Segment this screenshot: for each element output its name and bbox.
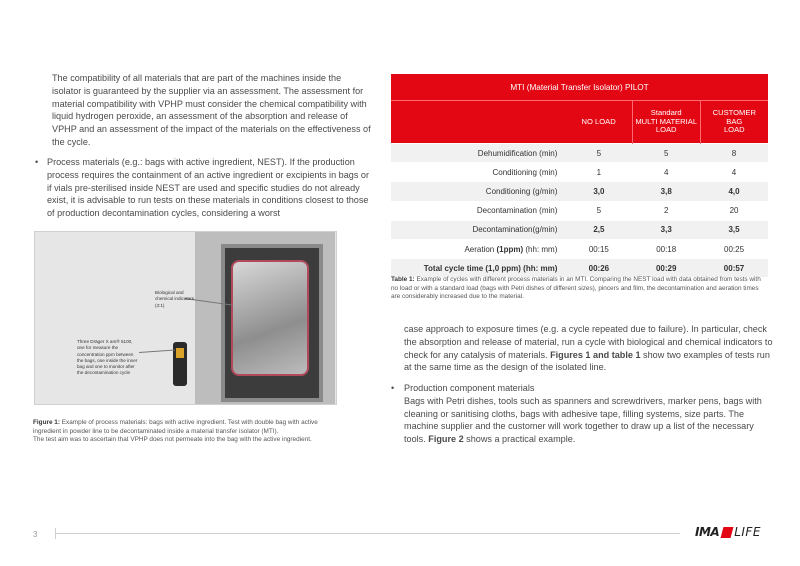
cell-value: 00:29 xyxy=(632,259,700,278)
table-header-empty xyxy=(391,101,565,144)
worst-case-bold: Figures 1 and table 1 xyxy=(550,349,641,360)
production-materials-bullet xyxy=(391,382,774,446)
cell-value: 3,5 xyxy=(700,220,768,239)
table-row xyxy=(391,163,768,182)
cell-value: 3,3 xyxy=(632,220,700,239)
row-label: Decontamination (min) xyxy=(391,201,565,220)
table-row xyxy=(391,239,768,258)
header-standard-line2: MULTI MATERIAL xyxy=(635,116,698,126)
drager-label: Three Dräger X am® 5100, one for measure the concentration ppm between the bags, one inside the inner bag and one to monitor after the decontamination cycle xyxy=(77,339,138,376)
table-1-caption xyxy=(391,276,769,302)
figure-1-caption-lead: Figure 1: xyxy=(33,419,60,426)
drager-screen xyxy=(176,348,184,358)
drager-pointer-line xyxy=(139,349,175,353)
bullet-marker: • xyxy=(391,383,395,393)
cell-value: 5 xyxy=(565,144,632,163)
header-customer-line1: CUSTOMER xyxy=(712,108,756,118)
footer-divider xyxy=(55,533,680,534)
cell-value: 00:26 xyxy=(565,259,632,278)
figure-1-caption xyxy=(33,419,343,445)
row-label: Conditioning (min) xyxy=(391,163,565,182)
cell-value: 5 xyxy=(632,144,700,163)
table-row xyxy=(391,182,768,201)
table-1-caption-lead: Table 1: xyxy=(391,276,415,283)
mti-cycle-table xyxy=(391,74,768,277)
cell-value: 00:15 xyxy=(565,239,632,258)
cell-value: 00:18 xyxy=(632,239,700,258)
figure-1-photo xyxy=(34,231,337,405)
row-label: Total cycle time (1,0 ppm) (hh: mm) xyxy=(391,259,565,278)
figure-1-caption-text: Example of process materials: bags with active ingredient. Test with double bag with active ingredient in powder line to be decontaminated inside a material transfer isolator (MTI). xyxy=(33,419,318,435)
process-materials-text: Process materials (e.g.: bags with active ingredient, NEST). If the production process requires the containment of an active ingredient or excipients in bags or if vials pre-sterilised inside NEST are used and specific studies do not already exist, it is advisable to run tests on these materials in conditions closest to those of production decontamination cycles, considering a worst xyxy=(47,157,369,219)
cell-value: 5 xyxy=(565,201,632,220)
logo-mark-icon xyxy=(721,527,734,538)
indicators-label: Biological and chemical indicators (3:1) xyxy=(155,290,195,308)
drager-device-icon xyxy=(173,342,187,386)
page-number: 3 xyxy=(33,530,38,539)
aeration-label-bold: (1ppm) xyxy=(496,244,524,254)
production-materials-text-1: Bags with Petri dishes, tools such as spanners and screwdrivers, marker pens, bags with cleaning or sanitising cloths, bags with adhesive tape, filling systems, size parts. The machine supplier and the customer will work together to draw up a list of the necessary tools. xyxy=(404,395,762,445)
production-materials-bold: Figure 2 xyxy=(428,434,464,445)
row-label: Decontamination(g/min) xyxy=(391,220,565,239)
bullet-marker: • xyxy=(35,157,39,167)
worst-case-text-2: show two examples of tests run at the same time as the design of the isolated line. xyxy=(404,349,770,373)
header-customer-bag-load xyxy=(700,101,768,144)
intro-paragraph: The compatibility of all materials that are part of the machines inside the isolator is guaranteed by the supplier via an assessment. The assessment for material compatibility with VPHP must consider the chemical compatibility with liquid hydrogen peroxide, an assessment of the absorption and release of VPHP and an assessment of the impact of the materials on the effectiveness of the cycle. xyxy=(52,73,371,147)
header-customer-line3: LOAD xyxy=(723,125,745,135)
cell-value: 3,0 xyxy=(565,182,632,201)
active-ingredient-bag xyxy=(231,260,309,376)
row-label xyxy=(391,239,565,258)
table-row-total xyxy=(391,259,768,278)
production-materials-body xyxy=(404,382,774,446)
process-materials-bullet xyxy=(35,156,375,220)
aeration-label-post: (hh: mm) xyxy=(523,244,558,254)
cell-value: 4,0 xyxy=(700,182,768,201)
cell-value: 20 xyxy=(700,201,768,220)
row-label: Conditioning (g/min) xyxy=(391,182,565,201)
aeration-label-pre: Aeration xyxy=(464,244,497,254)
cell-value: 00:25 xyxy=(700,239,768,258)
cell-value: 00:57 xyxy=(700,259,768,278)
worst-case-text-1: case approach to exposure times (e.g. a cycle repeated due to failure). In particular, check the absorption and release of material, run a cycle with biological and chemical indicators to check for any catalysis of materials. xyxy=(404,324,773,360)
table-1-caption-text: Example of cycles with different process materials in an MTI. Comparing the NEST load with data obtained from tests with no load or with a standard load (bags with Petri dishes of different sizes), pincers and film, the decontamination and aeration times are considerably increased due to the material. xyxy=(391,276,761,301)
cell-value: 1 xyxy=(565,163,632,182)
header-standard-line3: LOAD xyxy=(655,125,677,135)
cell-value: 3,8 xyxy=(632,182,700,201)
table-row xyxy=(391,220,768,239)
logo-ima-text: IMA xyxy=(695,525,720,539)
figure-1-caption-text2: The test aim was to ascertain that VPHP does not permeate into the bag with the active ingredient. xyxy=(33,436,312,444)
row-label: Dehumidification (min) xyxy=(391,144,565,163)
header-no-load: NO LOAD xyxy=(565,101,632,144)
logo-life-text: LIFE xyxy=(734,525,761,539)
header-standard-line1: Standard xyxy=(650,108,682,118)
table-title-row xyxy=(391,74,768,101)
production-materials-title: Production component materials xyxy=(404,383,535,393)
cell-value: 2,5 xyxy=(565,220,632,239)
cell-value: 8 xyxy=(700,144,768,163)
worst-case-paragraph xyxy=(404,323,774,374)
table-row xyxy=(391,201,768,220)
cell-value: 4 xyxy=(700,163,768,182)
header-customer-line2: BAG xyxy=(726,116,743,126)
table-title: MTI (Material Transfer Isolator) PILOT xyxy=(391,74,768,101)
ima-life-logo xyxy=(695,524,761,540)
table-row xyxy=(391,144,768,163)
production-materials-text-2: shows a practical example. xyxy=(463,434,576,445)
cell-value: 4 xyxy=(632,163,700,182)
header-standard-load xyxy=(632,101,700,144)
table-header-row xyxy=(391,101,768,144)
cell-value: 2 xyxy=(632,201,700,220)
